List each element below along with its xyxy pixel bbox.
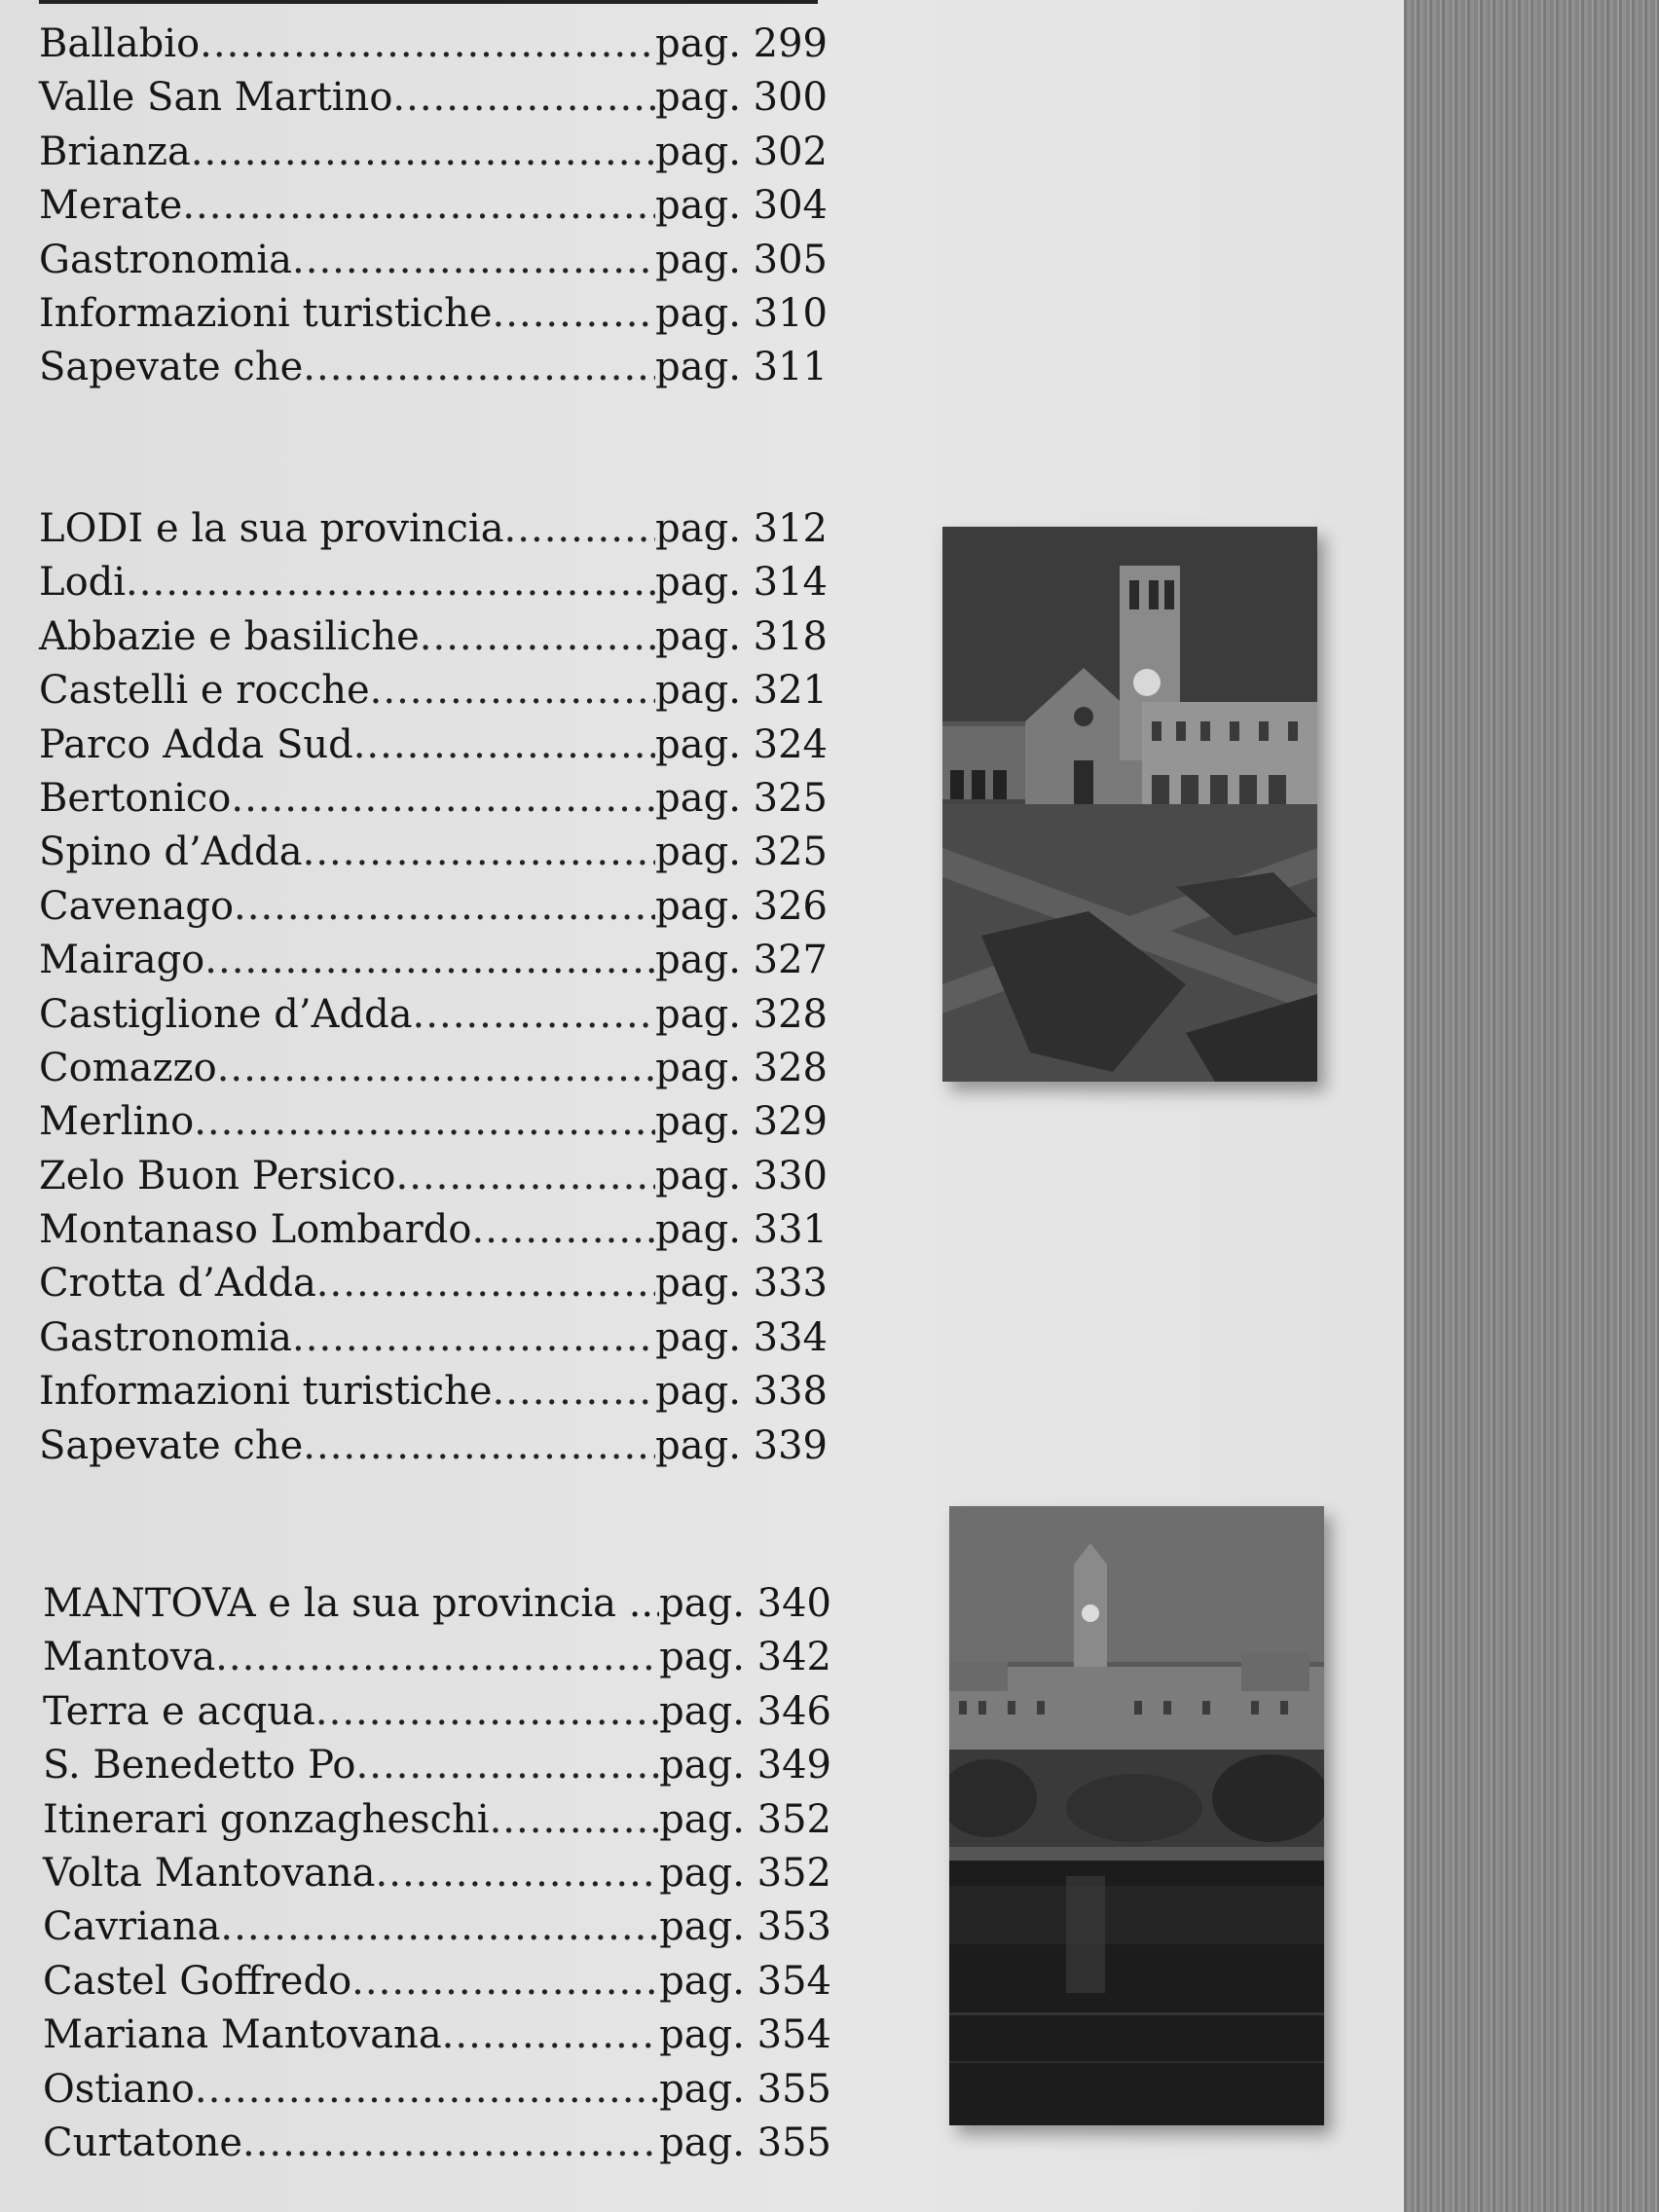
toc-entry-page: pag. 327 bbox=[655, 938, 828, 983]
toc-entry-title: Sapevate che bbox=[39, 1422, 304, 1468]
toc-section-lodi bbox=[39, 506, 828, 1477]
mantova-photo-drawing bbox=[949, 1506, 1324, 2125]
toc-entry-page: pag. 331 bbox=[655, 1207, 828, 1253]
toc-entry-title: Cavenago bbox=[39, 883, 235, 929]
toc-entry-page: pag. 340 bbox=[659, 1581, 831, 1626]
toc-entry-title: Cavriana bbox=[43, 1904, 221, 1950]
toc-leader-dots bbox=[376, 1851, 660, 1896]
toc-leader-dots bbox=[316, 1261, 655, 1306]
toc-entry-page: pag. 311 bbox=[655, 345, 828, 390]
toc-entry-page: pag. 324 bbox=[655, 721, 828, 767]
toc-entry-title: Spino d’Adda bbox=[39, 830, 303, 875]
toc-entry-title: Montanaso Lombardo bbox=[39, 1207, 472, 1253]
toc-entry-page: pag. 329 bbox=[655, 1099, 828, 1145]
toc-entry-page: pag. 330 bbox=[655, 1153, 828, 1198]
toc-leader-dots bbox=[351, 1959, 659, 2004]
toc-leader-dots bbox=[303, 1423, 655, 1468]
toc-entry-title: LODI e la sua provincia bbox=[39, 506, 504, 551]
toc-entry bbox=[43, 1743, 831, 1796]
toc-entry-page: pag. 354 bbox=[659, 1958, 831, 2004]
toc-entry-title: Castel Goffredo bbox=[43, 1958, 352, 2004]
toc-entry-page: pag. 328 bbox=[655, 1045, 828, 1090]
toc-entry bbox=[43, 1581, 831, 1635]
toc-leader-dots bbox=[292, 238, 655, 282]
toc-entry-title: Mariana Mantovana bbox=[43, 2012, 442, 2058]
toc-entry bbox=[39, 614, 828, 668]
toc-entry-title: Parco Adda Sud bbox=[39, 721, 353, 767]
toc-leader-dots bbox=[217, 1046, 655, 1090]
lodi-photo-drawing bbox=[942, 527, 1317, 1082]
toc-entry-page: pag. 325 bbox=[655, 830, 828, 875]
toc-entry-title: Lodi bbox=[39, 560, 127, 606]
toc-entry bbox=[39, 992, 828, 1046]
toc-entry-title: Zelo Buon Persico bbox=[39, 1153, 396, 1198]
toc-entry-page: pag. 325 bbox=[655, 775, 828, 821]
toc-entry-title: Ballabio bbox=[39, 21, 201, 66]
toc-entry-title: Ostiano bbox=[43, 2066, 195, 2112]
toc-leader-dots bbox=[234, 884, 655, 929]
toc-entry bbox=[43, 1851, 831, 1904]
toc-entry-page: pag. 349 bbox=[659, 1743, 831, 1788]
toc-entry bbox=[39, 238, 828, 291]
toc-entry-page: pag. 310 bbox=[655, 290, 828, 336]
toc-entry bbox=[39, 1154, 828, 1207]
top-rule bbox=[39, 0, 818, 4]
toc-leader-dots bbox=[204, 938, 655, 982]
toc-entry bbox=[39, 345, 828, 398]
toc-entry bbox=[43, 1959, 831, 2012]
toc-entry-page: pag. 312 bbox=[655, 506, 828, 551]
toc-entry-title: Curtatone bbox=[43, 2120, 242, 2165]
toc-leader-dots bbox=[353, 722, 655, 767]
toc-leader-dots bbox=[191, 129, 655, 174]
toc-entry-page: pag. 342 bbox=[659, 1635, 831, 1680]
toc-leader-dots bbox=[292, 1315, 655, 1360]
toc-leader-dots bbox=[392, 75, 655, 120]
toc-section-mantova bbox=[43, 1581, 831, 2174]
toc-entry bbox=[39, 776, 828, 830]
toc-leader-dots bbox=[242, 2120, 659, 2165]
toc-entry-title: Bertonico bbox=[39, 775, 232, 821]
toc-entry bbox=[39, 291, 828, 345]
toc-entry-page: pag. 318 bbox=[655, 613, 828, 659]
toc-entry-title: Castiglione d’Adda bbox=[39, 991, 413, 1037]
toc-entry-page: pag. 321 bbox=[655, 668, 828, 714]
toc-entry bbox=[43, 1904, 831, 1958]
toc-entry-title: Abbazie e basiliche bbox=[39, 613, 420, 659]
toc-entry-page: pag. 339 bbox=[655, 1422, 828, 1468]
toc-entry bbox=[43, 1689, 831, 1743]
toc-entry bbox=[39, 506, 828, 560]
toc-leader-dots bbox=[126, 560, 655, 605]
toc-leader-dots bbox=[395, 1154, 655, 1198]
toc-leader-dots bbox=[442, 2012, 659, 2057]
book-edge bbox=[1404, 0, 1659, 2212]
toc-entry bbox=[39, 1423, 828, 1477]
toc-entry-title: Valle San Martino bbox=[39, 75, 393, 121]
toc-entry bbox=[43, 1635, 831, 1688]
toc-entry-title: Castelli e rocche bbox=[39, 668, 370, 714]
toc-entry bbox=[39, 1046, 828, 1099]
toc-entry-title: Mairago bbox=[39, 938, 205, 983]
toc-entry bbox=[39, 75, 828, 129]
toc-entry bbox=[43, 2120, 831, 2174]
toc-entry-page: pag. 333 bbox=[655, 1261, 828, 1307]
toc-entry-page: pag. 300 bbox=[655, 75, 828, 121]
toc-entry bbox=[39, 129, 828, 183]
toc-entry bbox=[39, 1315, 828, 1369]
toc-entry-page: pag. 346 bbox=[659, 1688, 831, 1734]
toc-entry bbox=[43, 1797, 831, 1851]
toc-entry-title: Terra e acqua bbox=[43, 1688, 315, 1734]
toc-entry-title: Informazioni turistiche bbox=[39, 1369, 493, 1415]
toc-entry bbox=[39, 1207, 828, 1261]
toc-leader-dots bbox=[182, 183, 655, 228]
toc-entry-title: Brianza bbox=[39, 129, 191, 174]
toc-entry-page: pag. 326 bbox=[655, 883, 828, 929]
toc-entry-title: Mantova bbox=[43, 1635, 216, 1680]
toc-entry-title: MANTOVA e la sua provincia .. bbox=[43, 1581, 654, 1626]
toc-leader-dots bbox=[194, 1099, 655, 1144]
toc-leader-dots bbox=[493, 1369, 656, 1414]
toc-entry bbox=[39, 830, 828, 883]
toc-leader-dots bbox=[303, 830, 656, 874]
toc-entry bbox=[39, 1261, 828, 1314]
toc-entry-page: pag. 354 bbox=[659, 2012, 831, 2058]
toc-leader-dots bbox=[231, 776, 655, 821]
mantova-lake-photo bbox=[949, 1506, 1324, 2125]
toc-entry-title: Informazioni turistiche bbox=[39, 290, 493, 336]
toc-entry-page: pag. 334 bbox=[655, 1314, 828, 1360]
toc-entry-page: pag. 352 bbox=[659, 1796, 831, 1842]
toc-entry-page: pag. 299 bbox=[655, 21, 828, 66]
toc-entry bbox=[39, 722, 828, 776]
toc-entry-title: Itinerari gonzagheschi bbox=[43, 1796, 490, 1842]
toc-entry bbox=[39, 21, 828, 75]
toc-entry-page: pag. 314 bbox=[655, 560, 828, 606]
toc-entry bbox=[39, 183, 828, 237]
toc-entry bbox=[39, 1099, 828, 1153]
toc-leader-dots bbox=[356, 1743, 660, 1788]
toc-entry-title: Gastronomia bbox=[39, 237, 293, 282]
toc-entry-title: S. Benedetto Po bbox=[43, 1743, 356, 1788]
toc-entry-title: Gastronomia bbox=[39, 1314, 293, 1360]
toc-leader-dots bbox=[413, 992, 656, 1037]
toc-entry-title: Volta Mantovana bbox=[43, 1850, 376, 1896]
toc-leader-dots bbox=[303, 345, 655, 389]
toc-section-lecco bbox=[39, 21, 828, 399]
toc-entry bbox=[39, 884, 828, 938]
toc-leader-dots bbox=[220, 1904, 659, 1949]
toc-entry-title: Crotta d’Adda bbox=[39, 1261, 316, 1307]
toc-entry bbox=[39, 668, 828, 721]
toc-entry-page: pag. 338 bbox=[655, 1369, 828, 1415]
toc-leader-dots bbox=[370, 668, 656, 713]
toc-leader-dots bbox=[472, 1207, 656, 1252]
toc-leader-dots bbox=[490, 1797, 660, 1842]
toc-leader-dots bbox=[200, 21, 655, 66]
toc-leader-dots bbox=[195, 2067, 659, 2112]
toc-entry bbox=[43, 2067, 831, 2120]
toc-entry-page: pag. 304 bbox=[655, 183, 828, 229]
toc-entry-title: Merate bbox=[39, 183, 183, 229]
toc-entry-title: Comazzo bbox=[39, 1045, 217, 1090]
toc-entry-page: pag. 353 bbox=[659, 1904, 831, 1950]
toc-leader-dots bbox=[504, 506, 656, 551]
toc-leader-dots bbox=[493, 291, 656, 336]
toc-entry-title: Merlino bbox=[39, 1099, 195, 1145]
toc-entry bbox=[39, 1369, 828, 1422]
toc-leader-dots bbox=[315, 1689, 659, 1734]
toc-entry bbox=[43, 2012, 831, 2066]
toc-leader-dots bbox=[215, 1635, 659, 1679]
toc-entry-title: Sapevate che bbox=[39, 345, 304, 390]
toc-entry bbox=[39, 938, 828, 991]
toc-entry-page: pag. 305 bbox=[655, 237, 828, 282]
toc-leader-dots bbox=[420, 614, 655, 659]
toc-entry-page: pag. 328 bbox=[655, 991, 828, 1037]
toc-entry-page: pag. 355 bbox=[659, 2066, 831, 2112]
toc-entry-page: pag. 355 bbox=[659, 2120, 831, 2165]
toc-entry-page: pag. 352 bbox=[659, 1850, 831, 1896]
toc-entry-page: pag. 302 bbox=[655, 129, 828, 174]
toc-entry bbox=[39, 560, 828, 613]
lodi-cathedral-photo bbox=[942, 527, 1317, 1082]
